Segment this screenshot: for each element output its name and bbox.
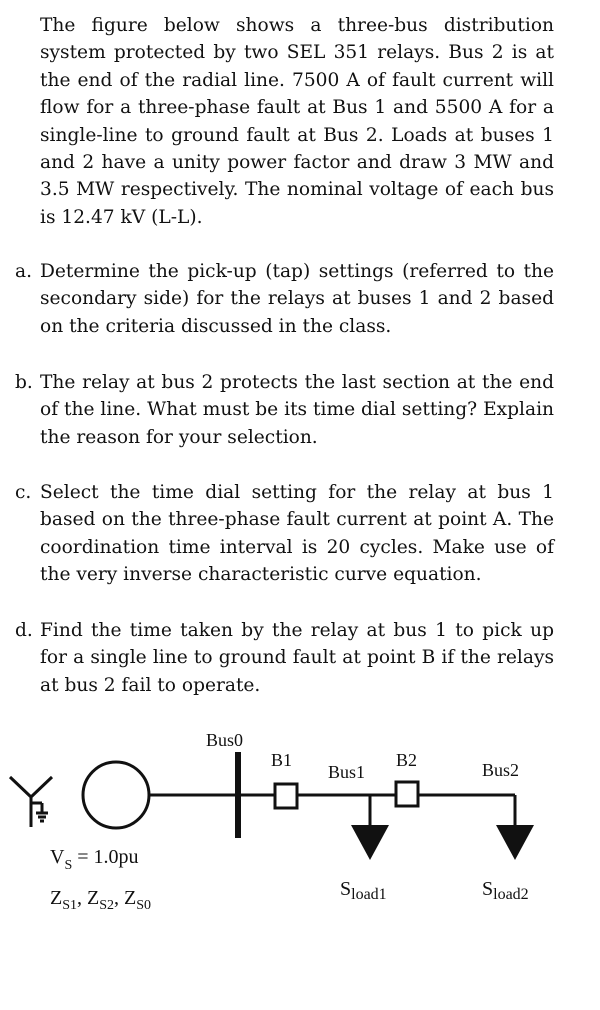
sload1-label: $S_{load1}$ (340, 878, 387, 903)
question-c (15, 479, 554, 589)
bus1-label: Bus1 (328, 762, 366, 782)
load1-triangle (351, 825, 389, 860)
source-generator (83, 762, 149, 828)
question-letter: d. (15, 620, 33, 641)
question-letter: c. (15, 482, 32, 503)
b2-label: B2 (396, 750, 418, 770)
sload2-label: $S_{load2}$ (482, 878, 529, 903)
question-text: Select the time dial setting for the relay at bus 1 based on the three-phase fault current at point A. The coordination time interval is 20 cycles. Make use of the very inverse characteristic curve equation. (40, 482, 554, 586)
question-letter: a. (15, 261, 32, 282)
question-d (15, 617, 554, 699)
question-b (15, 369, 554, 451)
intro-paragraph: The figure below shows a three-bus distribution system protected by two SEL 351 relays. Bus 2 is at the end of the radial line. 7500 A of fault current will flow for a three-phase fault at Bus 1 and 5500 A for a single-line to ground fault at Bus 2. Loads at buses 1 and 2 have a unity power factor and draw 3 MW and 3.5 MW respectively. The nominal voltage of each bus is 12.47 kV (L-L). (40, 15, 554, 228)
question-text: The relay at bus 2 protects the last section at the end of the line. What must be its time dial setting? Explain the reason for your selection. (40, 372, 554, 448)
vs-label: $V_S = 1.0pu$ (50, 846, 139, 873)
bus0-label: Bus0 (206, 730, 244, 750)
load2-triangle (496, 825, 534, 860)
question-text: Find the time taken by the relay at bus 1 to pick up for a single line to ground fault at point B if the relays at bus 2 fail to operate. (40, 620, 554, 696)
system-diagram (0, 700, 600, 940)
ground-icon (10, 777, 52, 827)
bus2-label: Bus2 (482, 760, 520, 780)
question-a (15, 258, 554, 340)
question-letter: b. (15, 372, 33, 393)
question-text: Determine the pick-up (tap) settings (referred to the secondary side) for the relays at buses 1 and 2 based on the criteria discussed in the class. (40, 261, 554, 337)
breaker-b2 (396, 782, 418, 806)
source-impedances-label: $Z_{S1}$, $Z_{S2}$, $Z_{S0}$ (50, 887, 152, 913)
b1-label: B1 (271, 750, 293, 770)
breaker-b1 (275, 784, 297, 808)
